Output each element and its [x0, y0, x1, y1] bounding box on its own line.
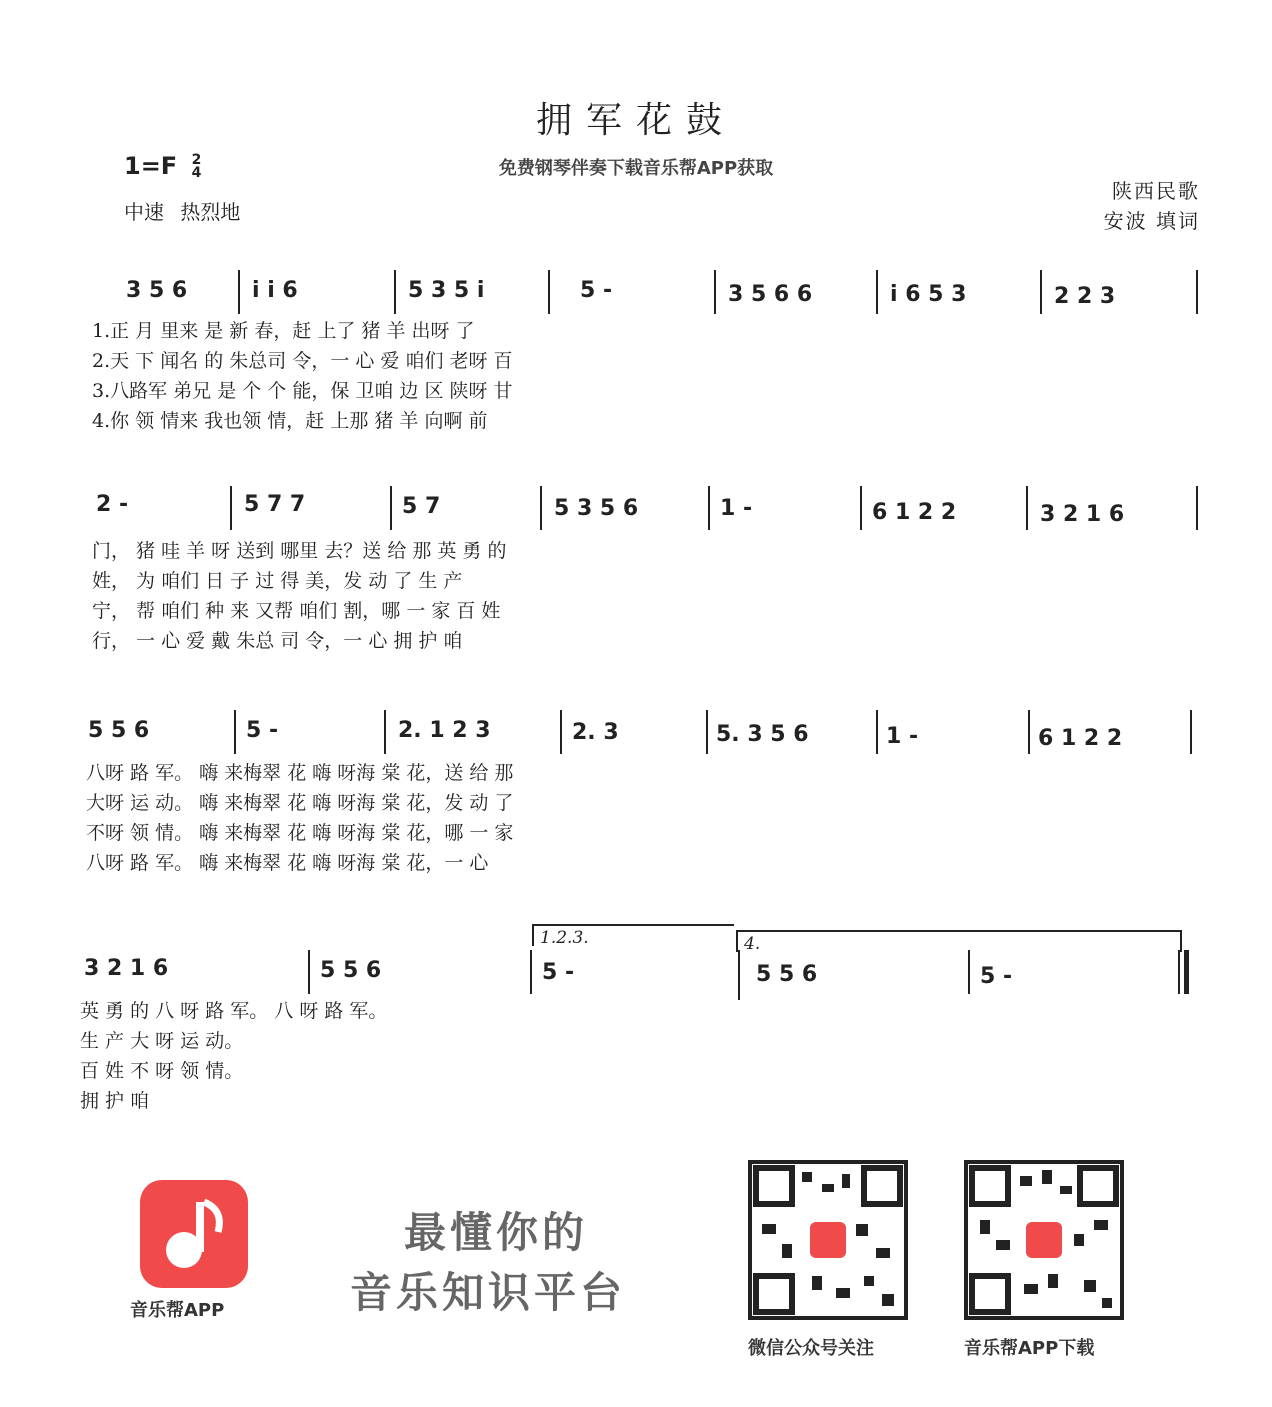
lyric-line: 宁， 帮 咱们 种 来 又帮 咱们 割，哪 一 家 百 姓: [92, 600, 501, 622]
measure: 3 5 6 6: [728, 282, 813, 307]
lyric-line: 4.你 领 情来 我也领 情，赶 上那 猪 羊 向啊 前: [92, 410, 488, 432]
qr-caption-app: 音乐帮APP下载: [964, 1338, 1095, 1359]
lyric-line: 不呀 领 情。 嗨 来梅翠 花 嗨 呀海 棠 花，哪 一 家: [86, 822, 514, 844]
measure: 1 -: [886, 724, 919, 749]
lyric-line: 生 产 大 呀 运 动。: [80, 1030, 244, 1052]
qr-code-wechat[interactable]: [748, 1160, 908, 1320]
measure: 5 7: [402, 494, 441, 519]
lyric-line: 3.八路军 弟兄 是 个 个 能，保 卫咱 边 区 陕呀 甘: [92, 380, 513, 402]
meter-bottom: 4: [191, 165, 202, 181]
notation-row: [0, 710, 1272, 760]
lyric-line: 门， 猪 哇 羊 呀 送到 哪里 去？送 给 那 英 勇 的: [92, 540, 507, 562]
origin-credit: 陕西民歌: [1112, 179, 1200, 203]
volta-label: 1.2.3.: [540, 928, 589, 948]
lyric-line: 姓， 为 咱们 日 子 过 得 美，发 动 了 生 产: [92, 570, 463, 592]
slogan-line-1: 最懂你的: [404, 1208, 589, 1257]
lyric-line: 英 勇 的 八 呀 路 军。 八 呀 路 军。: [80, 1000, 388, 1022]
time-signature: [192, 154, 202, 180]
app-name: 音乐帮APP: [130, 1300, 225, 1321]
lyric-line: 八呀 路 军。 嗨 来梅翠 花 嗨 呀海 棠 花，一 心: [86, 852, 489, 874]
lyric-line: 大呀 运 动。 嗨 来梅翠 花 嗨 呀海 棠 花，发 动 了: [86, 792, 514, 814]
measure: 6 1 2 2: [872, 500, 957, 525]
slogan-line-2: 音乐知识平台: [350, 1268, 627, 1317]
measure: 5 3 5 6: [554, 496, 639, 521]
lyricist-credit: 安波 填词: [1103, 209, 1200, 233]
volta-bracket-2: [736, 930, 1182, 952]
measure: 5 5 6: [88, 718, 150, 743]
measure: 1 -: [720, 496, 753, 521]
measure: i 6 5 3: [890, 282, 967, 307]
measure: 2. 3: [572, 720, 619, 745]
qr-caption-wechat: 微信公众号关注: [748, 1338, 874, 1359]
measure: 3 2 1 6: [84, 956, 169, 981]
measure: 2. 1 2 3: [398, 718, 491, 743]
qr-icon: [752, 1164, 904, 1316]
lyric-line: 1.正 月 里来 是 新 春，赶 上了 猪 羊 出呀 了: [92, 320, 475, 342]
volta-bracket-1: [532, 924, 734, 946]
measure: 5 -: [542, 960, 575, 985]
measure: 5 -: [580, 278, 613, 303]
notation-row: [0, 486, 1272, 536]
qr-code-app[interactable]: [964, 1160, 1124, 1320]
score-subtitle: 免费钢琴伴奏下载音乐帮APP获取: [498, 158, 774, 179]
measure: 5 7 7: [244, 492, 306, 517]
app-logo: [140, 1180, 248, 1288]
music-note-icon: [140, 1180, 248, 1288]
lyric-line: 2.天 下 闻名 的 朱总司 令，一 心 爱 咱们 老呀 百: [92, 350, 513, 372]
qr-icon: [968, 1164, 1120, 1316]
measure: 2 2 3: [1054, 284, 1116, 309]
measure: 5 3 5 i: [408, 278, 485, 303]
score-title: 拥军花鼓: [535, 100, 736, 141]
measure: 3 5 6: [126, 278, 188, 303]
key-signature: [124, 152, 201, 180]
measure: 3 2 1 6: [1040, 502, 1125, 527]
volta-label: 4.: [744, 934, 761, 954]
notation-row: [0, 270, 1272, 320]
measure: 6 1 2 2: [1038, 726, 1123, 751]
measure: 2 -: [96, 492, 129, 517]
lyric-line: 行， 一 心 爱 戴 朱总 司 令，一 心 拥 护 咱: [92, 630, 463, 652]
lyric-line: 八呀 路 军。 嗨 来梅翠 花 嗨 呀海 棠 花，送 给 那: [86, 762, 514, 784]
lyric-line: 百 姓 不 呀 领 情。: [80, 1060, 244, 1082]
measure: 5. 3 5 6: [716, 722, 809, 747]
tempo-marking: 中速 热烈地: [124, 200, 241, 224]
measure: 5 -: [246, 718, 279, 743]
measure: 5 5 6: [320, 958, 382, 983]
key-text: 1=F: [124, 152, 178, 180]
measure: 5 5 6: [756, 962, 818, 987]
measure: i i 6: [252, 278, 298, 303]
notation-row: [0, 950, 1272, 1000]
meter-top: 2: [191, 152, 202, 168]
lyric-line: 拥 护 咱: [80, 1090, 150, 1112]
measure: 5 -: [980, 964, 1013, 989]
